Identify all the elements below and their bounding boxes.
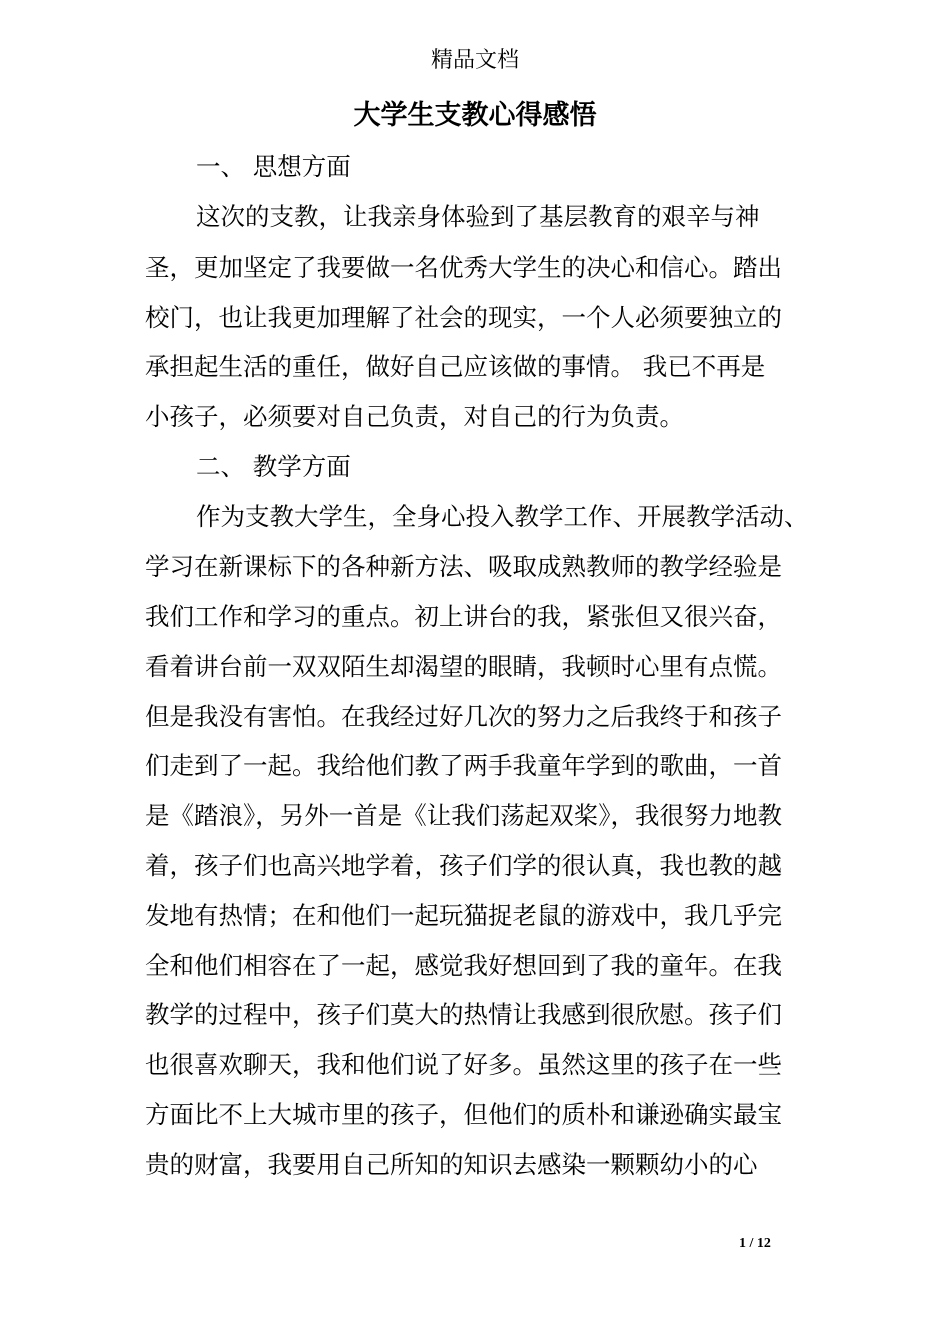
text-line: 全和他们相容在了一起，感觉我好想回到了我的童年。在我 bbox=[145, 951, 782, 980]
page-number: 1 / 12 bbox=[739, 1236, 771, 1251]
text-line: 小孩子，必须要对自己负责，对自己的行为负责。 bbox=[145, 402, 684, 431]
text-line: 圣，更加坚定了我要做一名优秀大学生的决心和信心。踏出 bbox=[145, 253, 782, 282]
page-header: 精品文档 bbox=[430, 48, 519, 73]
text-line: 们走到了一起。我给他们教了两手我童年学到的歌曲，一首 bbox=[145, 751, 782, 780]
text-line: 但是我没有害怕。在我经过好几次的努力之后我终于和孩子 bbox=[145, 702, 782, 731]
text-line: 也很喜欢聊天，我和他们说了好多。虽然这里的孩子在一些 bbox=[145, 1050, 782, 1079]
text-line: 学习在新课标下的各种新方法、吸取成熟教师的教学经验是 bbox=[145, 552, 782, 581]
text-line: 我们工作和学习的重点。初上讲台的我，紧张但又很兴奋， bbox=[145, 602, 782, 631]
section-heading-2: 二、 教学方面 bbox=[196, 452, 351, 481]
text-line: 这次的支教，让我亲身体验到了基层教育的艰辛与神 bbox=[196, 202, 760, 231]
text-line: 教学的过程中，孩子们莫大的热情让我感到很欣慰。孩子们 bbox=[145, 1000, 782, 1029]
document-title: 大学生支教心得感悟 bbox=[353, 100, 597, 131]
text-line: 发地有热情；在和他们一起玩猫捉老鼠的游戏中，我几乎完 bbox=[145, 901, 782, 930]
text-line: 是《踏浪》，另外一首是《让我们荡起双桨》，我很努力地教 bbox=[145, 801, 782, 830]
text-line: 着，孩子们也高兴地学着，孩子们学的很认真，我也教的越 bbox=[145, 851, 782, 880]
text-line: 作为支教大学生，全身心投入教学工作、开展教学活动、 bbox=[196, 502, 809, 531]
text-line: 校门，也让我更加理解了社会的现实，一个人必须要独立的 bbox=[145, 303, 782, 332]
text-line: 贵的财富，我要用自己所知的知识去感染一颗颗幼小的心 bbox=[145, 1150, 758, 1179]
text-line: 承担起生活的重任，做好自己应该做的事情。 我已不再是 bbox=[145, 352, 766, 381]
text-line: 方面比不上大城市里的孩子，但他们的质朴和谦逊确实最宝 bbox=[145, 1100, 782, 1129]
text-line: 看着讲台前一双双陌生却渴望的眼睛，我顿时心里有点慌。 bbox=[145, 652, 782, 681]
section-heading-1: 一、 思想方面 bbox=[196, 152, 351, 181]
